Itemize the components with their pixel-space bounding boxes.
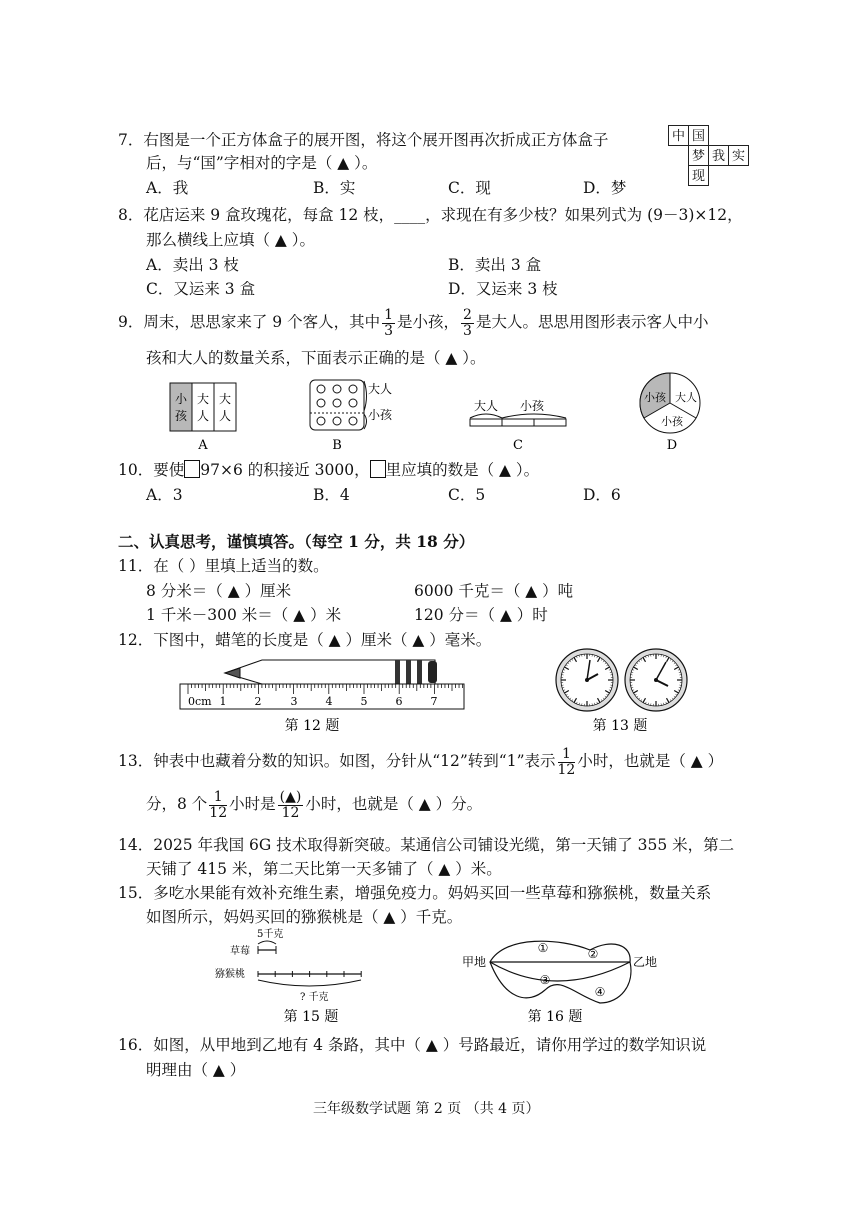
net-cell-shi: 实: [728, 145, 749, 166]
q10-option-a: A．3: [146, 486, 183, 504]
ruler-label-2: 2: [254, 695, 262, 708]
q9-line2: 孩和大人的数量关系，下面表示正确的是（ ▲ ）。: [146, 349, 486, 367]
q8-line2: 那么横线上应填（ ▲ ）。: [146, 231, 316, 249]
q15-top-label: 5千克: [257, 929, 284, 940]
net-cell-zhong: 中: [668, 125, 689, 146]
q16-route-map: [462, 941, 657, 1003]
fig-a-child-2: 孩: [174, 409, 188, 423]
q7-option-b: B．实: [313, 179, 356, 197]
fig-a-adult-2: 人: [196, 409, 210, 423]
fraction-one-twelfth: $\frac{1}{12}$: [209, 789, 228, 821]
fig-d-child-2: 小孩: [661, 415, 683, 428]
q10-option-c: C．5: [448, 486, 486, 504]
q15-caption: 第 15 题: [283, 1009, 339, 1025]
q10-option-b: B．4: [313, 486, 350, 504]
q15-bar-diagram: [215, 927, 361, 1003]
road-1-label: ①: [537, 941, 549, 955]
q16-end-label: 乙地: [633, 955, 658, 969]
q10-line1: 10．要使 97×6 的积接近 3000， 里应填的数是（ ▲ ）。: [118, 461, 540, 479]
q8-line1: 8．花店运来 9 盒玫瑰花，每盒 12 枝，____，求现在有多少枝？如果列式为 (9－3)×12，: [118, 206, 743, 224]
net-cell-guo: 国: [688, 125, 709, 146]
net-cell-wo: 我: [708, 145, 729, 166]
road-4-label: ④: [594, 985, 606, 999]
fig-c-child: 小孩: [519, 399, 545, 413]
ruler-label-7: 7: [430, 695, 438, 708]
fraction-one-twelfth: $\frac{1}{12}$: [557, 746, 576, 778]
q8-option-c: C．又运来 3 盒: [146, 280, 256, 298]
q7-option-d: D．梦: [583, 179, 627, 197]
fig-c-letter: C: [513, 438, 523, 453]
q11-item-2: 6000 千克＝（ ▲ ）吨: [414, 582, 574, 600]
q13-caption: 第 13 题: [592, 718, 648, 734]
q15-line1: 15．多吃水果能有效补充维生素，增强免疫力。妈妈买回一些草莓和猕猴桃，数量关系: [118, 884, 712, 902]
q8-option-a: A．卖出 3 枝: [146, 256, 239, 274]
road-2-label: ②: [587, 947, 599, 961]
q15-strawberry-label: 草莓: [230, 946, 250, 957]
q15-kiwi-label: 猕猴桃: [215, 969, 245, 980]
q7-option-c: C．现: [448, 179, 491, 197]
ruler-label-4: 4: [325, 695, 333, 708]
road-3-label: ③: [539, 973, 551, 987]
q15-bottom-label: ? 千克: [300, 992, 329, 1003]
section-2-title: 二、认真思考，谨慎填答。（每空 1 分，共 18 分）: [118, 532, 475, 551]
fig-a-adult-4: 人: [218, 409, 232, 423]
q8-option-b: B．卖出 3 盒: [448, 256, 542, 274]
q10-option-d: D．6: [583, 486, 621, 504]
net-cell-xian: 现: [688, 165, 709, 186]
q16-caption: 第 16 题: [527, 1009, 583, 1025]
fraction-one-third: $\frac{1}{3}$: [384, 307, 394, 339]
q11-line1: 11．在（ ）里填上适当的数。: [118, 557, 329, 575]
q12-caption: 第 12 题: [284, 718, 340, 734]
ruler-label-3: 3: [290, 695, 298, 708]
q16-line2: 明理由（ ▲ ）: [146, 1061, 246, 1079]
q14-line1: 14．2025 年我国 6G 技术取得新突破。某通信公司铺设光缆，第一天铺了 355 米，第二: [118, 836, 735, 854]
ruler-label-6: 6: [395, 695, 403, 708]
ruler-label-5: 5: [360, 695, 368, 708]
q12-line1: 12．下图中，蜡笔的长度是（ ▲ ）厘米（ ▲ ）毫米。: [118, 631, 492, 649]
q11-item-3: 1 千米－300 米＝（ ▲ ）米: [146, 606, 342, 624]
q16-line1: 16．如图，从甲地到乙地有 4 条路，其中（ ▲ ）号路最近，请你用学过的数学知识说: [118, 1036, 707, 1054]
fig-d-letter: D: [666, 438, 678, 453]
fig-c-adult: 大人: [473, 399, 499, 413]
ruler-label-0: 0cm: [188, 695, 212, 708]
q9-text-post: 是大人。思思用图形表示客人中小: [475, 313, 709, 332]
fraction-two-thirds: $\frac{2}{3}$: [463, 307, 472, 339]
q11-item-1: 8 分米＝（ ▲ ）厘米: [146, 582, 292, 600]
q7-line1: 7．右图是一个正方体盒子的展开图，将这个展开图再次折成正方体盒子: [118, 131, 609, 149]
fig-b-child: 小孩: [368, 408, 393, 422]
fig-a-child-1: 小: [174, 392, 188, 406]
q9-text-mid: 是小孩，: [397, 313, 460, 332]
fig-b-adult: 大人: [368, 382, 393, 396]
q7-option-a: A．我: [146, 179, 189, 197]
q15-line2: 如图所示，妈妈买回的猕猴桃是（ ▲ ）千克。: [146, 908, 463, 926]
page-footer: 三年级数学试题 第 2 页 （共 4 页）: [313, 1101, 540, 1117]
ruler-label-1: 1: [219, 695, 227, 708]
q11-item-4: 120 分＝（ ▲ ）时: [414, 606, 548, 624]
q13-line1: 13．钟表中也藏着分数的知识。如图，分针从“12”转到“1”表示 $\frac{1}{12}$ 小时，也就是（ ▲ ）: [118, 746, 724, 778]
fig-d-child-1: 小孩: [644, 391, 666, 404]
q7-line2: 后，与“国”字相对的字是（ ▲ ）。: [146, 154, 378, 172]
fraction-blank-twelfths: $\frac{(▲)}{12}$: [279, 789, 302, 821]
q13-line2: 分，8 个 $\frac{1}{12}$ 小时是 $\frac{(▲)}{12}$ 小时，也就是（ ▲ ）分。: [146, 789, 483, 821]
fig-b-letter: B: [332, 438, 342, 453]
q8-option-d: D．又运来 3 枝: [448, 280, 558, 298]
fig-d-adult: 大人: [675, 391, 697, 404]
fig-a-adult-1: 大: [196, 392, 210, 406]
net-cell-meng: 梦: [688, 145, 709, 166]
q9-text-pre: 9．周末，思思家来了 9 个客人，其中: [118, 313, 381, 332]
q14-line2: 天铺了 415 米，第二天比第一天多铺了（ ▲ ）米。: [146, 860, 502, 878]
fig-a-adult-3: 大: [218, 392, 232, 406]
q16-start-label: 甲地: [462, 955, 487, 969]
fig-a-letter: A: [198, 438, 208, 453]
